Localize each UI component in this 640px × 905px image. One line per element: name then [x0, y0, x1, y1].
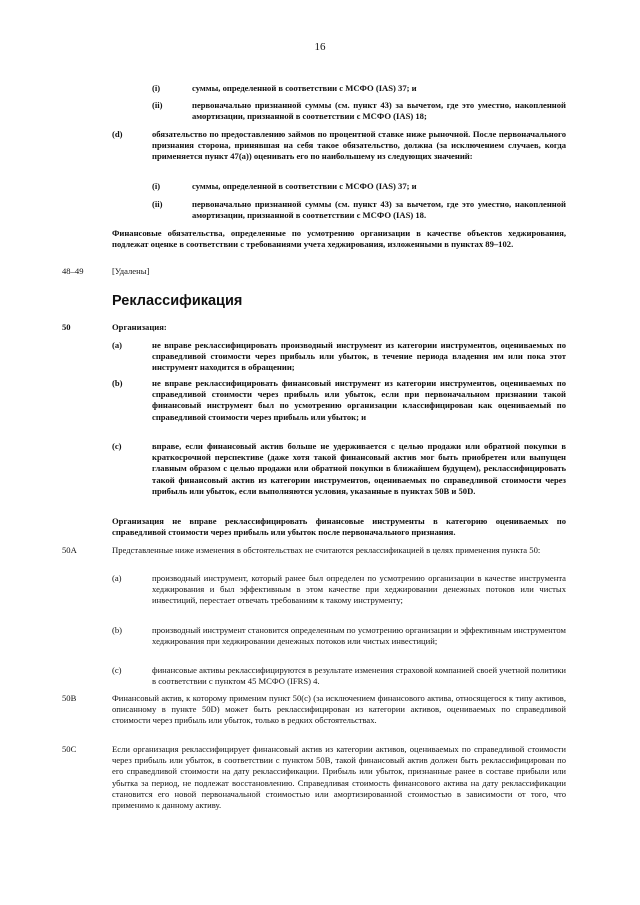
list-label: (b) [112, 378, 123, 388]
list-label: (i) [152, 181, 161, 191]
item-d-text: обязательство по предоставлению займов по процентной ставке ниже рыночной. После первоначального признания сторона, принявшая на себя такое обязательство, должна (за исключением случаев, когда применяется пункт 47(a)) оценивать его по наибольшему из следующих значений: [152, 129, 566, 162]
p50-closing: Организация не вправе реклассифицировать финансовые инструменты в категорию оцениваемых по справедливой стоимости через прибыль или убыток после первоначального признания. [112, 516, 566, 538]
item-d-label: (d) [112, 129, 123, 139]
list-label: (c) [112, 665, 122, 675]
p50A-intro: Представленные ниже изменения в обстоятельствах не считаются реклассификацией в целях применения пункта 50: [112, 545, 541, 555]
list-item-text: производный инструмент, который ранее был определен по усмотрению организации в качестве инструмента хеджирования и был эффективным в этом качестве при хеджировании денежных потоков или чистых инвестиций, перестает отвечать требованиям к такому инструменту; [152, 573, 566, 606]
list-label: (a) [112, 573, 122, 583]
section-heading: Реклассификация [112, 293, 243, 309]
list-label: (b) [112, 625, 123, 635]
list-label: (ii) [152, 199, 163, 209]
list-label: (ii) [152, 100, 163, 110]
list-item-text: не вправе реклассифицировать финансовый инструмент из категории инструментов, оцениваемых по справедливой стоимости через прибыль или убыток, если при первоначальном признании такой финансовый инструмент был по усмотрению организации классифицирован как оцениваемый по справедливой стоимости через прибыль или убыток; и [152, 378, 566, 422]
paragraph-number: 48–49 [62, 266, 84, 276]
paragraph-number: 50 [62, 322, 71, 332]
deleted-text: [Удалены] [112, 266, 150, 276]
list-item-text: первоначально признанной суммы (см. пункт 43) за вычетом, где это уместно, накопленной амортизации, признанной в соответствии с МСФО (IAS) 18. [192, 199, 566, 221]
paragraph-number: 50A [62, 545, 77, 555]
list-item-text: суммы, определенной в соответствии с МСФО (IAS) 37; и [192, 181, 417, 191]
hedge-note: Финансовые обязательства, определенные по усмотрению организации в качестве объектов хеджирования, подлежат оценке в соответствии с требованиями учета хеджирования, изложенными в пунктах 89–102. [112, 228, 566, 250]
p50C-text: Если организация реклассифицирует финансовый актив из категории активов, оцениваемых по справедливой стоимости через прибыль или убыток, в соответствии с пунктом 50B, такой финансовый актив должен быть реклассифицирован по его справедливой стоимости на дату реклассификации. Прибыль или убыток, признанные ранее в составе прибыли или убытка за период, не подлежат восстановлению. Справедливая стоимость финансового актива на дату реклассификации становится его новой первоначальной стоимостью или амортизированной стоимостью в зависимости от того, что применимо к данному активу. [112, 744, 566, 811]
list-label: (i) [152, 83, 161, 93]
list-label: (c) [112, 441, 122, 451]
paragraph-number: 50C [62, 744, 77, 754]
p50B-text: Финансовый актив, к которому применим пункт 50(c) (за исключением финансового актива, относящегося к типу активов, описанному в пункте 50D) может быть реклассифицирован из категории активов, оцениваемых по справедливой стоимости через прибыль или убыток, только в редких обстоятельствах. [112, 693, 566, 726]
list-item-text: не вправе реклассифицировать производный инструмент из категории инструментов, оцениваемых по справедливой стоимости через прибыль или убыток, в течение периода владения им или пока этот инструмент находится в обращении; [152, 340, 566, 373]
list-item-text: вправе, если финансовый актив больше не удерживается с целью продажи или обратной покупки в краткосрочной перспективе (даже хотя такой финансовый актив мог быть приобретен или выпущен главным образом с целью продажи или обратной покупки в ближайшем будущем), реклассифицировать такой финансовый актив из категории инструментов, оцениваемых по справедливой стоимости через прибыль или убыток, если выполняются условия, указанные в пунктах 50B и 50D. [152, 441, 566, 496]
page-number: 16 [314, 41, 326, 53]
list-item-text: первоначально признанной суммы (см. пункт 43) за вычетом, где это уместно, накопленной амортизации, признанной в соответствии с МСФО (IAS) 18; [192, 100, 566, 122]
list-label: (a) [112, 340, 123, 350]
list-item-text: финансовые активы реклассифицируются в результате изменения страховой компанией своей учетной политики в соответствии с пунктом 45 МСФО (IFRS) 4. [152, 665, 566, 687]
paragraph-number: 50B [62, 693, 77, 703]
p50-intro: Организация: [112, 322, 167, 332]
list-item-text: суммы, определенной в соответствии с МСФО (IAS) 37; и [192, 83, 417, 93]
list-item-text: производный инструмент становится определенным по усмотрению организации и эффективным инструментом хеджирования при хеджировании денежных потоков или чистых инвестиций; [152, 625, 566, 647]
